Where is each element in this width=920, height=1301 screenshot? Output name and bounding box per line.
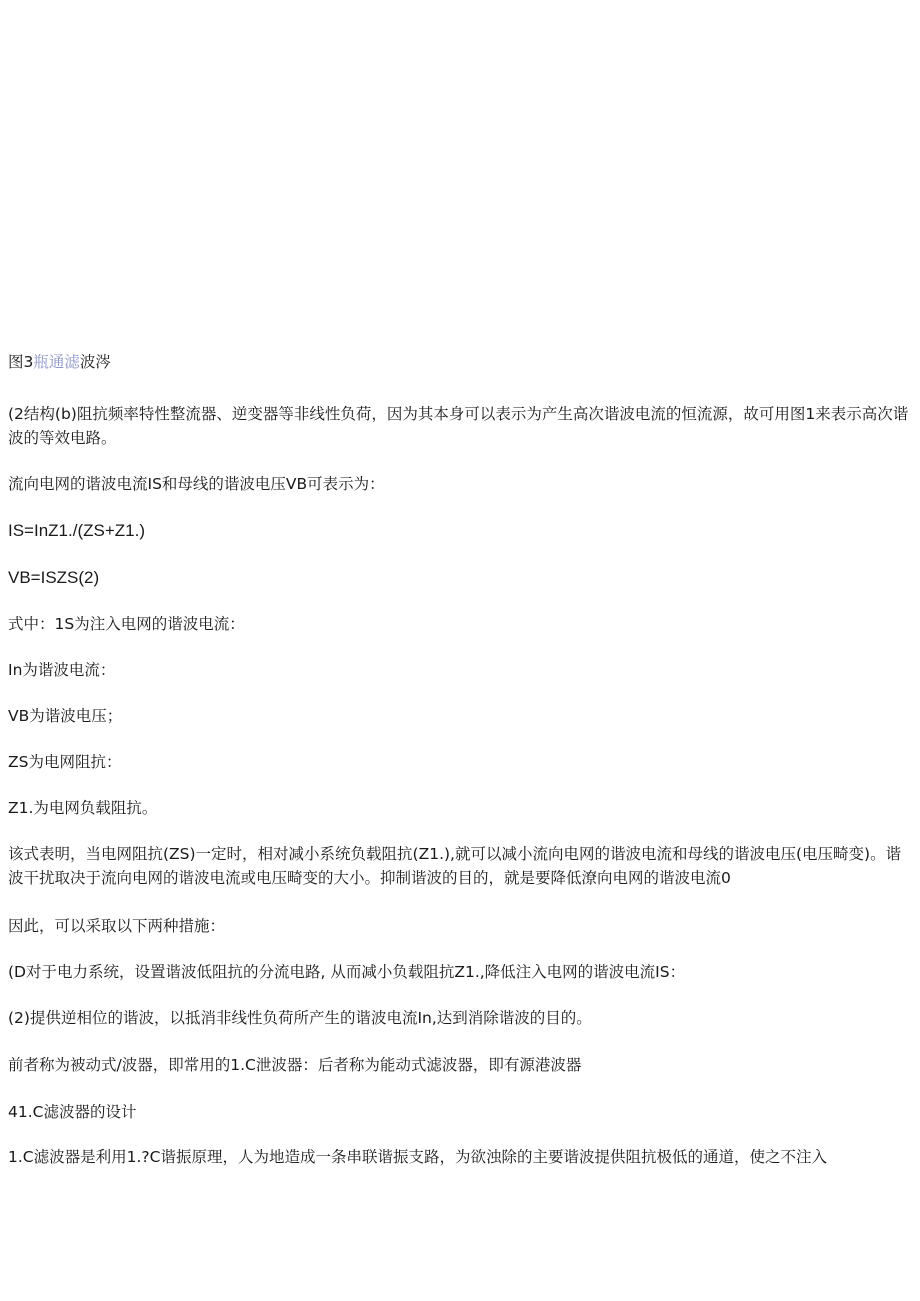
figure-caption	[8, 350, 912, 374]
section-heading-lc-filter: 41.C滤波器的设计	[8, 1103, 137, 1121]
definition-zs: ZS为电网阻抗：	[8, 753, 122, 771]
measure-one: (D对于电力系统，设置谐波低阻抗的分流电路, 从而减小负载阻抗Z1.,降低注入电网的谐波电流IS：	[8, 963, 686, 981]
definition-vb: VB为谐波电压；	[8, 707, 123, 725]
paragraph-filter-types: 前者称为被动式/波器，即常用的1.C泄波器：后者称为能动式滤波器，即有源港波器	[8, 1056, 582, 1074]
measure-two: (2)提供逆相位的谐波，以抵消非线性负荷所产生的谐波电流In,达到消除谐波的目的。	[8, 1009, 592, 1027]
caption-link[interactable]: 瓶通滤	[33, 353, 80, 371]
caption-suffix: 波涔	[79, 353, 111, 371]
definition-z1: Z1.为电网负载阻抗。	[8, 799, 158, 817]
paragraph-lc-filter: 1.C滤波器是利用1.?C谐振原理，人为地造成一条串联谐振支路，为欲浊除的主要谐波提供阻抗极低的通道，使之不注入	[8, 1148, 827, 1166]
paragraph-measures-intro: 因此，可以采取以下两种措施：	[8, 917, 226, 935]
formula-vb: VB=ISZS(2)	[8, 568, 100, 587]
paragraph-intro-formula: 流向电网的谐波电流IS和母线的谐波电压VB可表示为：	[8, 475, 385, 493]
formula-is: IS=InZ1./(ZS+Z1.)	[8, 521, 145, 540]
definition-in: In为谐波电流：	[8, 661, 116, 679]
paragraph-conclusion: 该式表明，当电网阻抗(ZS)一定时，相对减小系统负载阻抗(Z1.),就可以减小流向电网的谐波电流和母线的谐波电压(电压畸变)。谐波干扰取决于流向电网的谐波电流或电压畸变的大小。抑制谐波的目的，就是要降低潦向电网的谐波电流0	[8, 845, 902, 887]
caption-prefix: 图3	[8, 353, 34, 371]
definition-is: 式中：1S为注入电网的谐波电流：	[8, 615, 245, 633]
paragraph-structure: (2结构(b)阻抗频率特性整流器、逆变器等非线性负荷，因为其本身可以表示为产生高次谐波电流的恒流源，故可用图1来表示高次谐波的等效电路。	[8, 405, 909, 447]
